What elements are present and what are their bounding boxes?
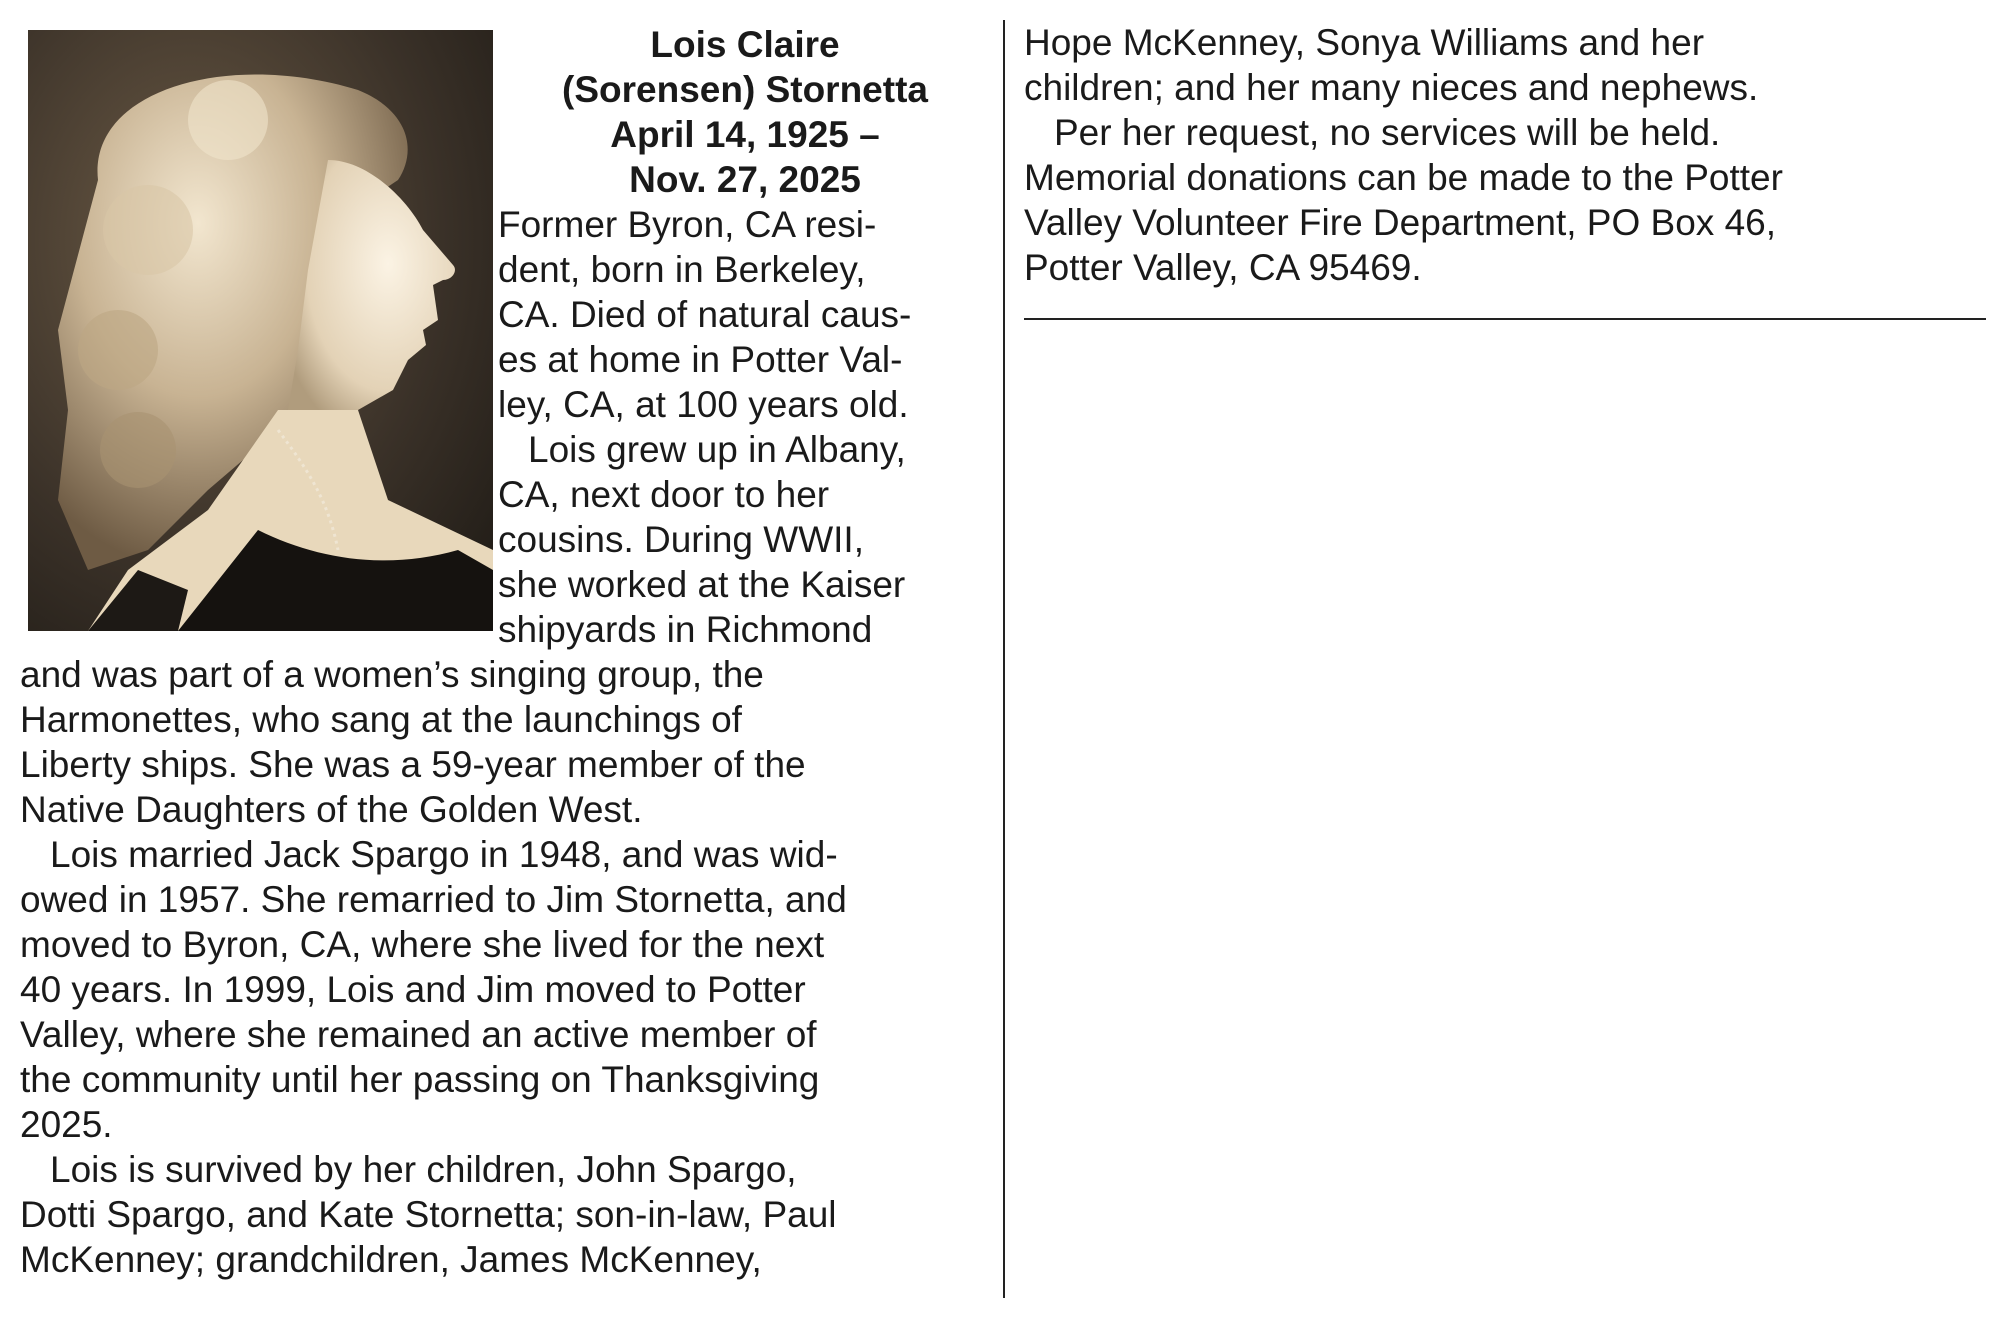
- text-line: Liberty ships. She was a 59-year member of the: [20, 744, 806, 785]
- text-line: Per her request, no services will be held.: [1054, 112, 1721, 153]
- text-line: owed in 1957. She remarried to Jim Stornetta, and: [20, 879, 847, 920]
- text-line: McKenney; grandchildren, James McKenney,: [20, 1239, 762, 1280]
- text-line: moved to Byron, CA, where she lived for the next: [20, 924, 825, 965]
- text-line: Valley, where she remained an active member of: [20, 1014, 817, 1055]
- wrapped-paragraphs: [498, 202, 998, 652]
- text-line: 2025.: [20, 1104, 113, 1145]
- text-line: CA, next door to her: [498, 474, 830, 515]
- text-line: Dotti Spargo, and Kate Stornetta; son-in-law, Paul: [20, 1194, 837, 1235]
- text-line: Potter Valley, CA 95469.: [1024, 247, 1422, 288]
- text-line: ley, CA, at 100 years old.: [498, 384, 909, 425]
- dates-line-1: April 14, 1925 –: [610, 114, 880, 155]
- text-line: she worked at the Kaiser: [498, 564, 906, 605]
- portrait-photo: [28, 30, 493, 631]
- text-line: shipyards in Richmond: [498, 609, 873, 650]
- column-divider: [1003, 20, 1005, 1298]
- text-line: 40 years. In 1999, Lois and Jim moved to Potter: [20, 969, 806, 1010]
- text-line: Hope McKenney, Sonya Williams and her: [1024, 22, 1705, 63]
- text-line: Memorial donations can be made to the Potter: [1024, 157, 1783, 198]
- name-line-2: (Sorensen) Stornetta: [562, 69, 928, 110]
- text-line: Former Byron, CA resi-: [498, 204, 877, 245]
- name-line-1: Lois Claire: [650, 24, 840, 65]
- text-line: Lois married Jack Spargo in 1948, and was wid-: [50, 834, 838, 875]
- dates-line-2: Nov. 27, 2025: [629, 159, 861, 200]
- text-line: es at home in Potter Val-: [498, 339, 903, 380]
- full-width-paragraphs: [20, 652, 1000, 1282]
- right-column: [1024, 20, 1984, 290]
- text-line: Lois is survived by her children, John Spargo,: [50, 1149, 797, 1190]
- obituary-headline: [510, 22, 980, 202]
- text-line: and was part of a women’s singing group, the: [20, 654, 764, 695]
- text-line: Valley Volunteer Fire Department, PO Box 46,: [1024, 202, 1777, 243]
- portrait-photo-graphic: [28, 30, 493, 631]
- text-line: Native Daughters of the Golden West.: [20, 789, 643, 830]
- text-line: dent, born in Berkeley,: [498, 249, 866, 290]
- text-line: Harmonettes, who sang at the launchings of: [20, 699, 742, 740]
- end-rule: [1024, 318, 1986, 320]
- text-line: cousins. During WWII,: [498, 519, 864, 560]
- text-line: the community until her passing on Thanksgiving: [20, 1059, 820, 1100]
- text-line: Lois grew up in Albany,: [528, 429, 906, 470]
- text-line: children; and her many nieces and nephews.: [1024, 67, 1759, 108]
- text-line: CA. Died of natural caus-: [498, 294, 912, 335]
